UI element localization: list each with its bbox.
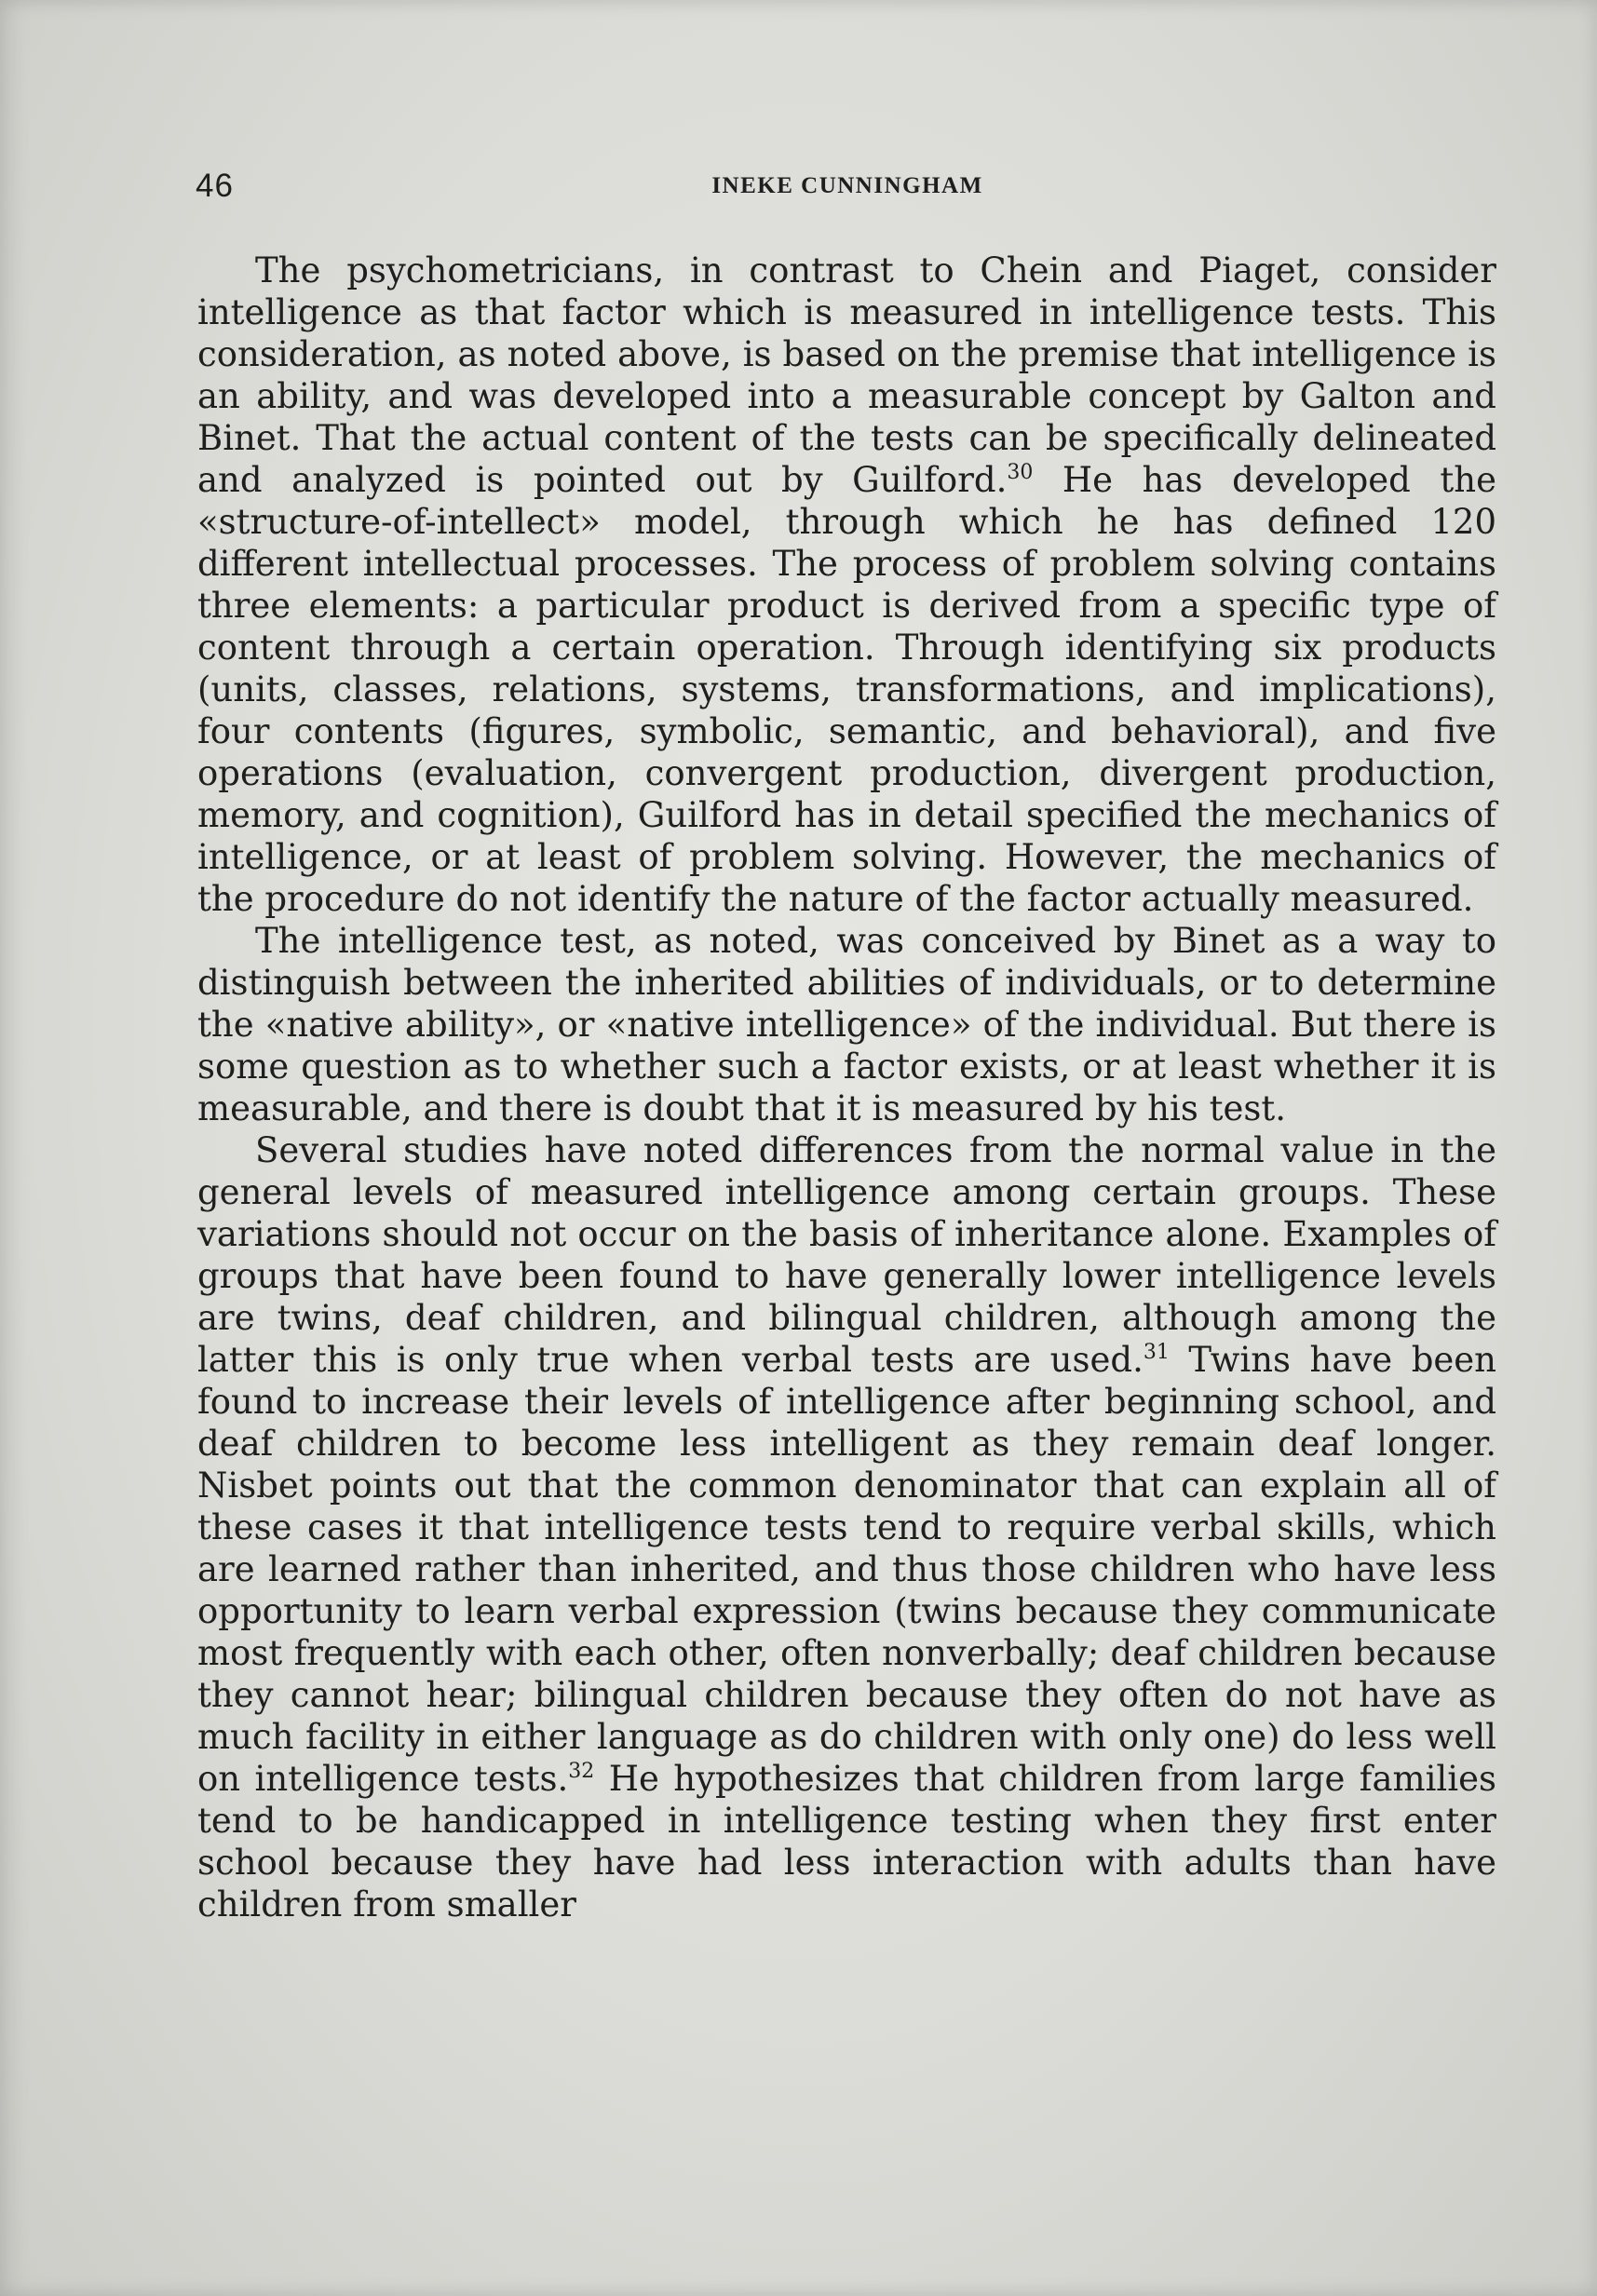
paragraph-3 [197, 1129, 1496, 1925]
body-text [197, 250, 1496, 1925]
footnote-ref-30: 30 [1007, 461, 1034, 484]
running-head-author: INEKE CUNNINGHAM [711, 173, 983, 198]
paragraph-3-text-a: Several studies have noted differences from the normal value in the general levels of measured intelligence among certain groups. These variations should not occur on the basis of inheritance alone. Examples of groups that have been found to have generally lower intelligence levels are twins, deaf children, and bilingual children, although among the latter this is only true when verbal tests are used. [197, 1130, 1496, 1380]
paragraph-1 [197, 250, 1496, 920]
paragraph-2: The intelligence test, as noted, was conceived by Binet as a way to distinguish between the inherited abilities of individuals, or to determine the «native ability», or «native intelligence» of the individual. But there is some question as to whether such a factor exists, or at least whether it is measurable, and there is doubt that it is measured by his test. [197, 921, 1496, 1128]
footnote-ref-32: 32 [568, 1760, 595, 1783]
page-number: 46 [196, 168, 234, 204]
paragraph-1-text-a: The psychometricians, in contrast to Chein and Piaget, consider intelligence as that factor which is measured in intelligence tests. This consideration, as noted above, is based on the premise that intelligence is an ability, and was developed into a measurable concept by Galton and Binet. That the actual content of the tests can be specifically delineated and analyzed is pointed out by Guilford. [197, 250, 1496, 500]
paragraph-1-text-b: He has developed the «structure-of-intellect» model, through which he has defined 120 different intellectual processes. The process of problem solving contains three elements: a particular product is derived from a specific type of content through a certain operation. Through identifying six products (units, classes, relations, systems, transformations, and implications), four contents (figures, symbolic, semantic, and behavioral), and five operations (evaluation, convergent production, divergent production, memory, and cognition), Guilford has in detail specified the mechanics of intelligence, or at least of problem solving. However, the mechanics of the procedure do not identify the nature of the factor actually measured. [197, 460, 1496, 919]
paragraph-3-text-c: He hypothesizes that children from large families tend to be handicapped in intelligence testing when they first enter school because they have had less interaction with adults than have children from smaller [197, 1759, 1496, 1925]
running-head [196, 168, 1499, 214]
paragraph-3-text-b: Twins have been found to increase their levels of intelligence after beginning school, and deaf children to become less intelligent as they remain deaf longer. Nisbet points out that the common denominator that can explain all of these cases it that intelligence tests tend to require verbal skills, which are learned rather than inherited, and thus those children who have less opportunity to learn verbal expression (twins because they communicate most frequently with each other, often nonverbally; deaf children because they cannot hear; bilingual children because they often do not have as much facility in either language as do children with only one) do less well on intelligence tests. [197, 1340, 1497, 1799]
footnote-ref-31: 31 [1143, 1341, 1170, 1364]
